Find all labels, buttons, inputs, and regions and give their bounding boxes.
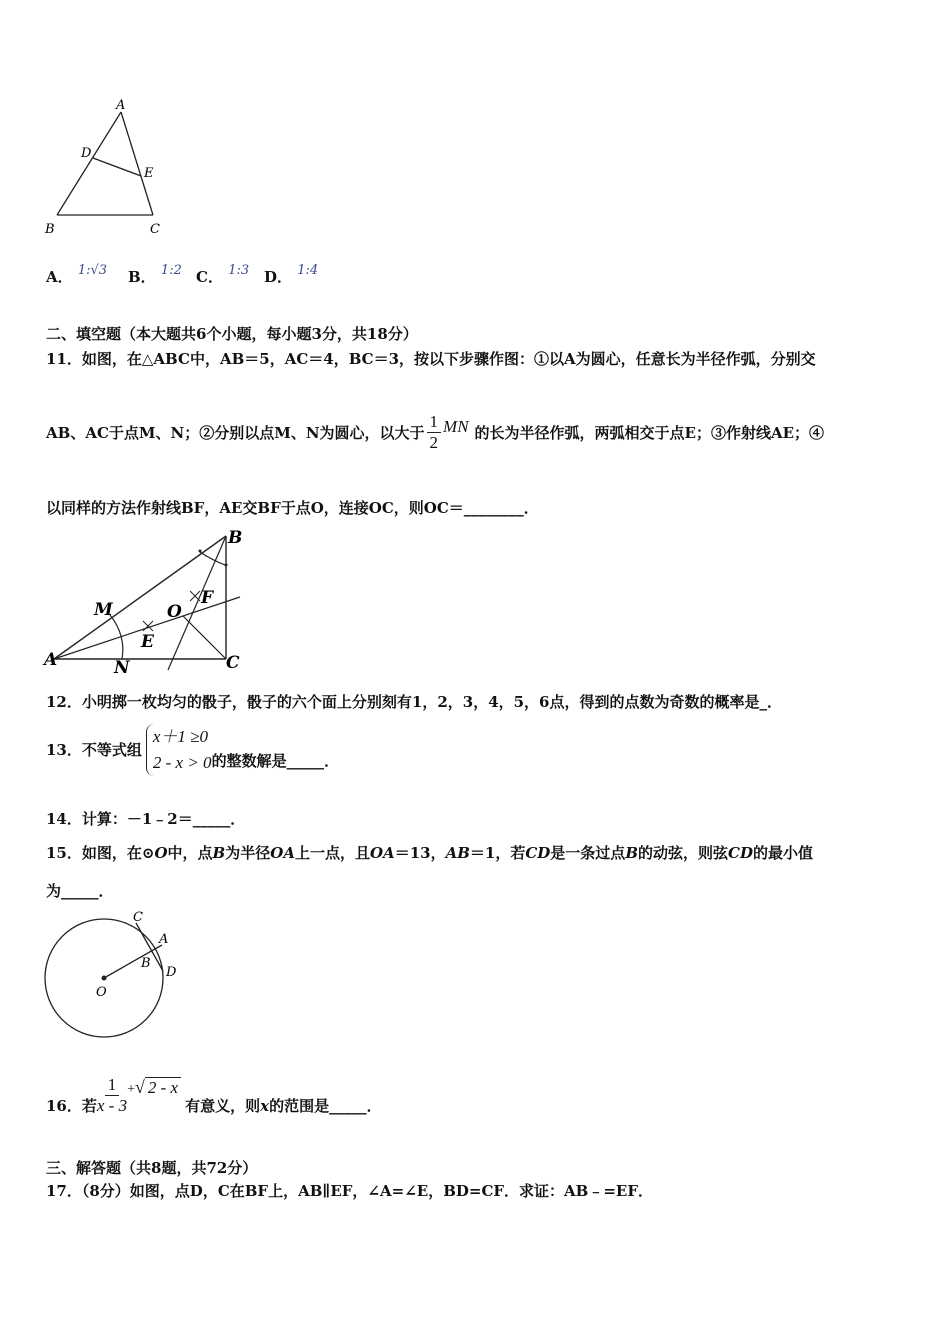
construction-figure (40, 525, 255, 677)
label-B: B (45, 222, 55, 237)
option-c[interactable]: C． 1:3 (196, 263, 250, 286)
option-a-value: 1:√3 (77, 263, 108, 278)
label-E: E (144, 166, 154, 181)
triangle-figure (40, 95, 170, 245)
label-F: F (201, 588, 214, 608)
label-N: N (114, 658, 130, 677)
q16: 16．若 $\frac{1}{x - 3}$ +√ 2 - x 有意义，则 x 的范围是_____． (46, 1074, 382, 1115)
label-A: A (159, 932, 169, 947)
option-a[interactable]: A． 1:√3 (46, 263, 108, 286)
q16-expr: +√ 2 - x (127, 1077, 181, 1100)
label-O: O (167, 602, 182, 622)
option-b[interactable]: B． 1:2 (128, 263, 182, 286)
q17: 17．（8分）如图，点D，C在BF上，AB∥EF，∠A=∠E，BD=CF．求证：AB﹣=EF． (46, 1182, 654, 1200)
q14: 14．计算：－1﹣2＝_____． (46, 810, 246, 828)
q15-line2: 为_____． (46, 882, 114, 900)
label-D: D (166, 965, 177, 980)
q12: 12．小明掷一枚均匀的骰子，骰子的六个面上分别刻有1，2，3，4，5，6点，得到的点数为奇数的概率是_． (46, 693, 783, 711)
section-2-heading: 二、填空题（本大题共6个小题，每小题3分，共18分） (46, 325, 418, 343)
q11-mn: MN (443, 416, 469, 436)
option-b-value: 1:2 (160, 263, 182, 278)
section-3-heading: 三、解答题（共8题，共72分） (46, 1159, 258, 1177)
label-B: B (141, 956, 151, 971)
option-c-value: 1:3 (228, 263, 250, 278)
circle-figure (40, 905, 190, 1045)
label-M: M (94, 600, 113, 620)
q13-ineq1: x＋1 ≥0 (152, 727, 209, 746)
label-C: C (226, 653, 240, 673)
q11-line3: 以同样的方法作射线BF，AE交BF于点O，连接OC，则OC＝________． (46, 499, 539, 517)
label-C: C (133, 910, 143, 925)
label-A: A (116, 98, 126, 113)
q11-line2: AB、AC于点M、N；②分别以点M、N为圆心，以大于 $\frac{1}{2}$ MN 的长为半径作弧，两弧相交于点E；③作射线AE；④ (46, 412, 825, 452)
label-O: O (96, 985, 107, 1000)
label-D: D (81, 146, 92, 161)
label-C: C (150, 222, 160, 237)
label-B: B (228, 528, 243, 548)
q16-fraction: $\frac{1}{x - 3}$ (96, 1074, 128, 1115)
q13-brace (146, 724, 212, 776)
label-E: E (141, 632, 154, 652)
option-d-value: 1:4 (297, 263, 319, 278)
q11-line1: 11．如图，在△ABC中，AB＝5，AC＝4，BC＝3，按以下步骤作图：①以A为圆心，任意长为半径作弧，分别交 (46, 350, 816, 368)
q13: 13．不等式组 x＋1 ≥0 2 - x > 0 的整数解是_____． (46, 722, 339, 778)
q13-ineq2: 2 - x > 0 (152, 753, 212, 772)
q11-fraction: $\frac{1}{2}$ (427, 412, 442, 453)
q15-line1: 15．如图，在⊙O中，点B为半径OA上一点，且OA＝13，AB＝1，若CD是一条过点B的动弦，则弦CD的最小值 (46, 844, 813, 862)
option-d[interactable]: D． 1:4 (264, 263, 319, 286)
label-A: A (44, 650, 58, 670)
